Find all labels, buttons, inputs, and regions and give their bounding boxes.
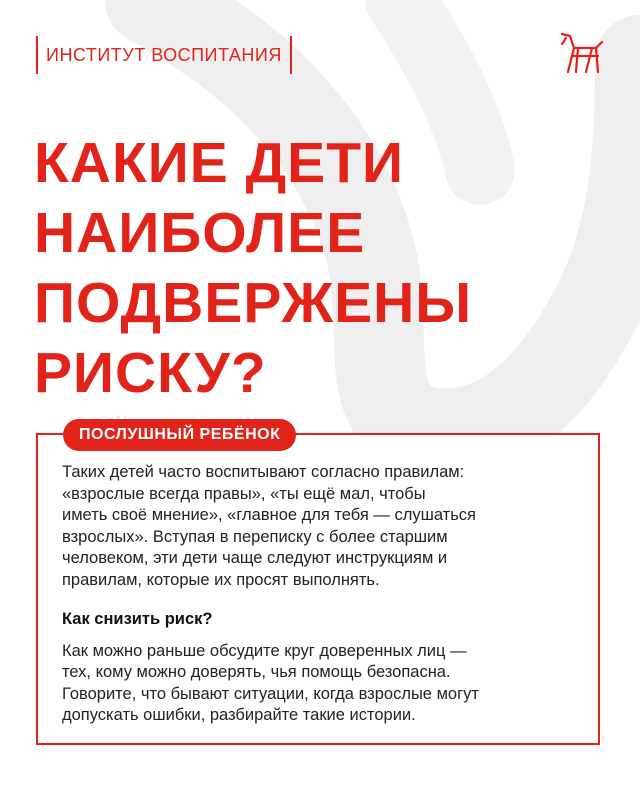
text-line: «взрослые всегда правы», «ты ещё мал, чтобы (62, 484, 426, 503)
brand-header (36, 36, 292, 74)
info-card (36, 426, 600, 745)
title-line: РИСКУ? (34, 341, 267, 405)
card-body (62, 462, 582, 727)
text-line: допускать ошибки, разбирайте такие истории. (62, 706, 416, 724)
text-line: Говорите, что бывают ситуации, когда взрослые могут (62, 684, 479, 703)
text-line: тех, кому можно доверять, чья помощь безопасна. (62, 663, 451, 681)
title-line: НАИБОЛЕЕ (34, 201, 366, 265)
brand-name: ИНСТИТУТ ВОСПИТАНИЯ (46, 44, 282, 65)
description-paragraph (62, 462, 582, 591)
text-line: правилам, которые их просят выполнять. (62, 570, 380, 589)
title-line: ПОДВЕРЖЕНЫ (34, 271, 473, 335)
text-line: Таких детей часто воспитывают согласно правилам: (62, 463, 465, 481)
text-line: иметь своё мнение», «главное для тебя — слушаться (62, 506, 476, 524)
text-line: взрослых». Вступая в переписку с более старшим (62, 527, 448, 546)
card-tag-badge: ПОСЛУШНЫЙ РЕБЁНОК (63, 419, 296, 451)
page-title (34, 128, 614, 408)
title-line: КАКИЕ ДЕТИ (34, 131, 404, 195)
text-line: человеком, эти дети чаще следуют инструкциям и (62, 549, 448, 567)
horse-logo-icon (556, 30, 608, 76)
text-line: Как можно раньше обсудите круг доверенных лиц — (62, 641, 467, 660)
risk-subheading: Как снизить риск? (62, 610, 213, 628)
advice-paragraph (62, 641, 582, 727)
